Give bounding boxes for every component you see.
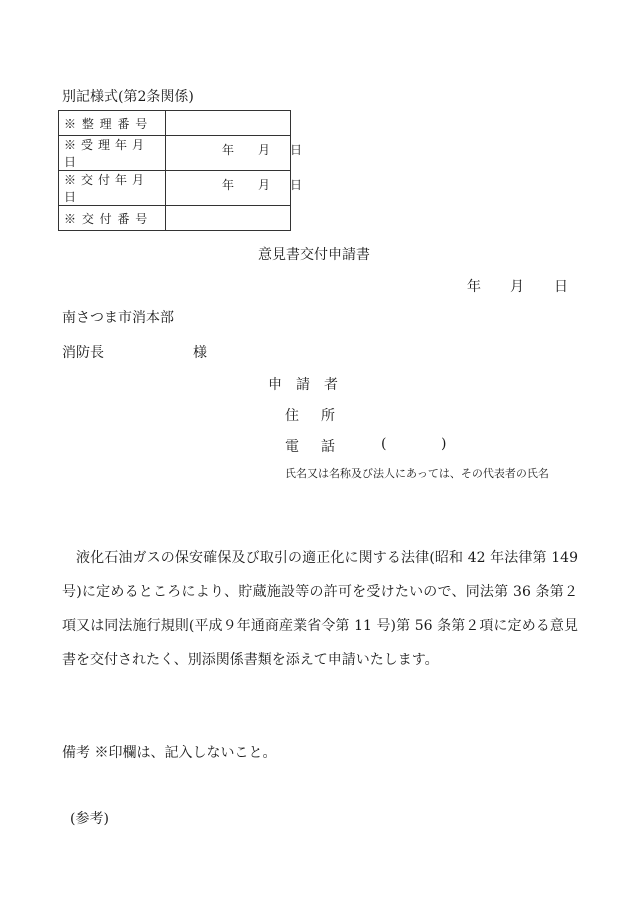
issued-date-field[interactable] bbox=[166, 171, 303, 206]
table-row bbox=[59, 111, 291, 136]
received-date-field[interactable] bbox=[166, 136, 303, 171]
application-body: 液化石油ガスの保安確保及び取引の適正化に関する法律(昭和 42 年法律第 149 号)に定めるところにより、貯蔵施設等の許可を受けたいので、同法第 36 条第２項又は同法施行規則(平成９年通商産業省令第 11 号)第 56 条第２項に定める意見書を交付されたく、別添関係書類を添えて申請いたします。 bbox=[62, 550, 578, 668]
phone-label: 電話 bbox=[285, 439, 357, 455]
recipient-honorific: 様 bbox=[193, 345, 207, 361]
applicant-heading: 申請者 bbox=[268, 377, 352, 393]
date-day: 日 bbox=[554, 279, 568, 295]
name-note: 氏名又は名称及び法人にあっては、その代表者の氏名 bbox=[285, 467, 549, 480]
phone-open-paren: ( bbox=[381, 436, 387, 452]
month-unit: 月 bbox=[258, 178, 271, 192]
address-label: 住所 bbox=[285, 408, 357, 424]
issue-number-label: ※ 交 付 番 号 bbox=[59, 206, 166, 231]
recipient-chief: 消防長 bbox=[62, 345, 104, 361]
recipient-department: 南さつま市消本部 bbox=[62, 310, 174, 326]
receipt-number-label: ※ 整 理 番 号 bbox=[59, 111, 166, 136]
date-year: 年 bbox=[467, 279, 481, 295]
day-unit: 日 bbox=[290, 178, 303, 192]
phone-close-paren: ) bbox=[441, 436, 447, 452]
month-unit: 月 bbox=[258, 143, 271, 157]
received-date-label: ※受理年月日 bbox=[59, 136, 166, 171]
table-row bbox=[59, 171, 291, 206]
year-unit: 年 bbox=[222, 143, 235, 157]
document-title: 意見書交付申請書 bbox=[258, 247, 370, 263]
table-row bbox=[59, 206, 291, 231]
form-label: 別記様式(第2条関係) bbox=[62, 89, 194, 105]
remarks: 備考 ※印欄は、記入しないこと。 bbox=[62, 745, 277, 761]
year-unit: 年 bbox=[222, 178, 235, 192]
issue-number-field[interactable] bbox=[166, 206, 291, 231]
office-use-table bbox=[58, 110, 303, 231]
table-row bbox=[59, 136, 291, 171]
receipt-number-field[interactable] bbox=[166, 111, 291, 136]
day-unit: 日 bbox=[290, 143, 303, 157]
issued-date-label: ※交付年月日 bbox=[59, 171, 166, 206]
reference-label: (参考) bbox=[70, 811, 109, 827]
date-month: 月 bbox=[510, 279, 524, 295]
